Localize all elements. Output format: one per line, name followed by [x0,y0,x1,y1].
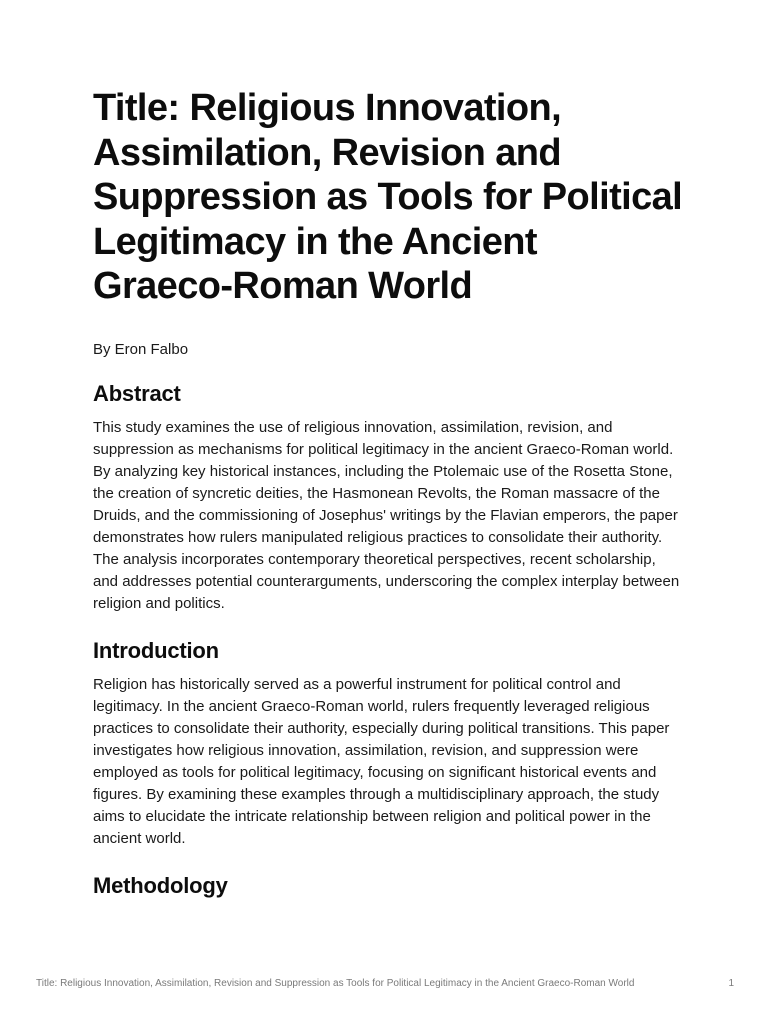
methodology-heading: Methodology [93,872,228,898]
introduction-heading: Introduction [93,637,219,663]
document-title: Title: Religious Innovation, Assimilation, Revision and Suppression as Tools for Political Legitimacy in the Ancient Graeco-Roman World [93,87,683,307]
author-line: By Eron Falbo [93,340,189,358]
introduction-paragraph: Religion has historically served as a powerful instrument for political control and legitimacy. In the ancient Graeco-Roman world, rulers frequently leveraged religious practices to consolidate their authority, especially during political transitions. This paper investigates how religious innovation, assimilation, revision, and suppression were employed as tools for political legitimacy, focusing on significant historical events and figures. By examining these examples through a multidisciplinary approach, the study aims to elucidate the intricate relationship between religion and political power in the ancient world. [93,675,670,847]
page-footer [36,977,736,991]
footer-page-number: 1 [728,978,734,989]
document-page [93,86,683,900]
footer-running-title: Title: Religious Innovation, Assimilation, Revision and Suppression as Tools for Political Legitimacy in the Ancient Graeco-Roman World [36,978,635,989]
abstract-paragraph: This study examines the use of religious innovation, assimilation, revision, and suppression as mechanisms for political legitimacy in the ancient Graeco-Roman world. By analyzing key historical instances, including the Ptolemaic use of the Rosetta Stone, the creation of syncretic deities, the Hasmonean Revolts, the Roman massacre of the Druids, and the commissioning of Josephus' writings by the Flavian emperors, the paper demonstrates how rulers manipulated religious practices to consolidate their authority. The analysis incorporates contemporary theoretical perspectives, recent scholarship, and addresses potential counterarguments, underscoring the complex interplay between religion and politics. [93,418,680,612]
abstract-heading: Abstract [93,380,181,406]
